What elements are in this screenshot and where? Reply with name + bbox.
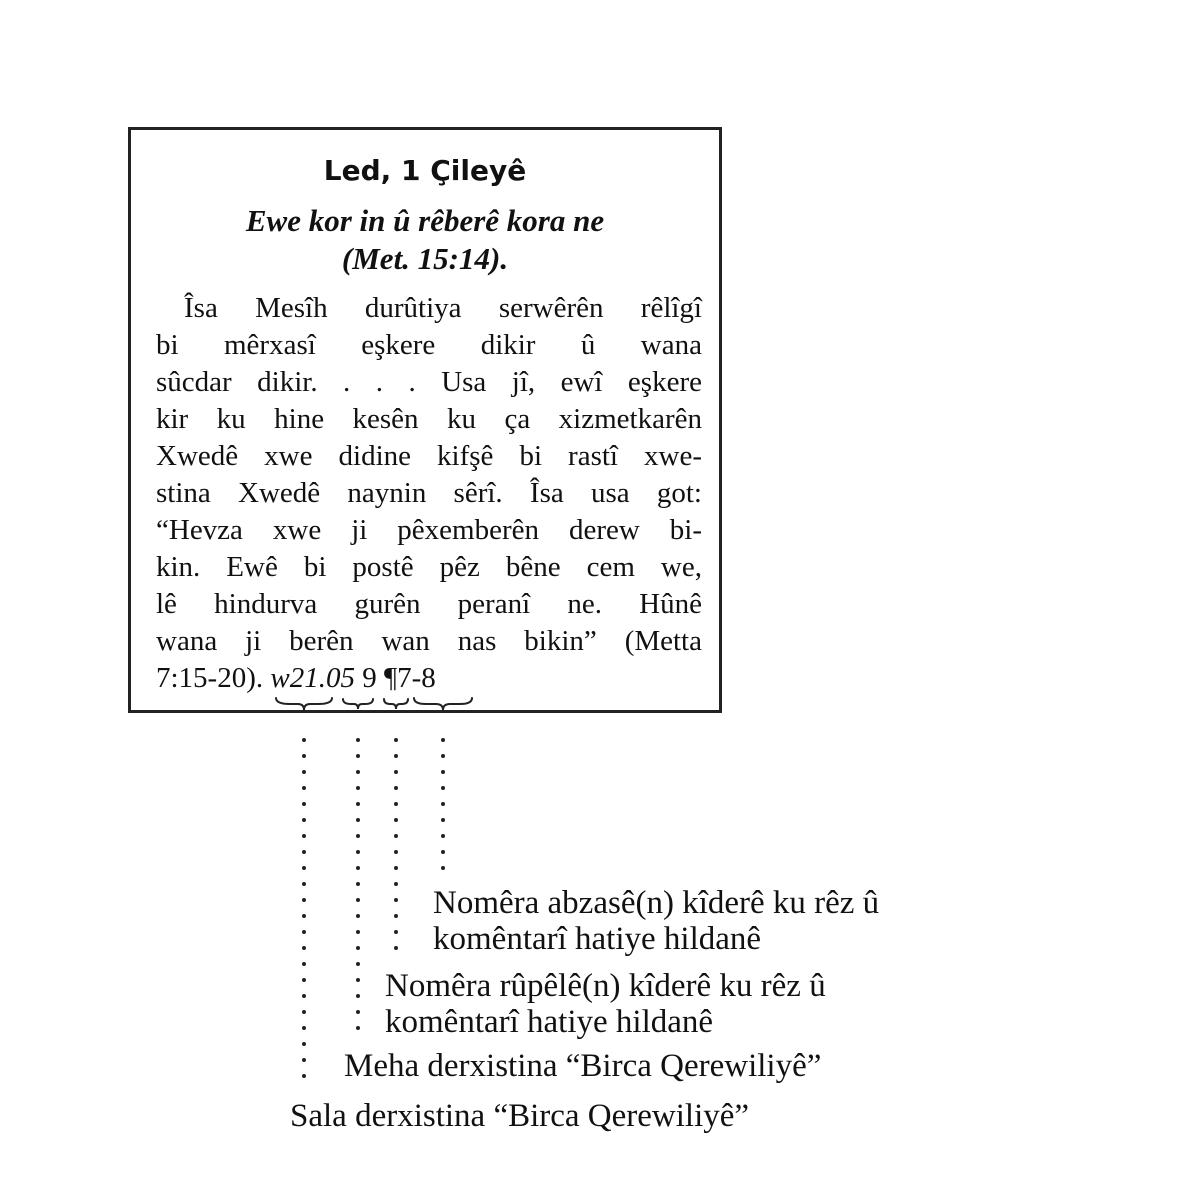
paragraph-label-line-1: Nomêra abzasê(n) kîderê ku rêz û [433, 885, 880, 921]
body-line: kir ku hine kesên ku ça xizmetkarên [156, 403, 702, 435]
body-line: kin. Ewê bi postê pêz bêne cem we, [156, 551, 702, 583]
scripture-line-2: (Met. 15:14). [341, 241, 509, 276]
brace-year [276, 698, 332, 710]
year-label: Sala derxistina “Birca Qerewiliyê” [290, 1098, 750, 1134]
month-label: Meha derxistina “Birca Qerewiliyê” [344, 1048, 822, 1084]
paragraph-label-line-2: komêntarî hatiye hildanê [433, 921, 762, 957]
ref-paragraph: ¶7-8 [383, 662, 436, 694]
ref-year: w21. [270, 662, 326, 694]
brace-month [343, 699, 373, 709]
body-line: lê hindurva gurên peranî ne. Hûnê [156, 588, 702, 620]
body-line: stina Xwedê naynin sêrî. Îsa usa got: [156, 477, 702, 509]
body-line: wana ji berên wan nas bikin” (Metta [156, 625, 702, 657]
reference-prefix: 7:15-20). [156, 662, 264, 694]
body-line: Xwedê xwe didine kifşê bi rastî xwe- [156, 440, 702, 472]
ref-page: 9 [362, 662, 377, 694]
paragraph-number-label [433, 885, 879, 957]
scripture-line-1: Ewe kor in û rêberê kora ne [245, 203, 605, 238]
brace-paragraph [414, 698, 472, 710]
body-line: sûcdar dikir. . . . Usa jî, ewî eşkere [156, 366, 702, 398]
date-title: Led, 1 Çileyê [323, 154, 527, 187]
ref-month: 05 [325, 662, 355, 694]
brace-page [384, 699, 408, 709]
body-line: “Hevza xwe ji pêxemberên derew bi- [156, 514, 702, 546]
page-label-line-1: Nomêra rûpêlê(n) kîderê ku rêz û [385, 968, 826, 1004]
body-line: Îsa Mesîh durûtiya serwêrên rêlîgî [184, 292, 702, 324]
page-number-label [385, 968, 826, 1040]
body-line: bi mêrxasî eşkere dikir û wana [156, 329, 702, 361]
page-label-line-2: komêntarî hatiye hildanê [385, 1004, 714, 1040]
